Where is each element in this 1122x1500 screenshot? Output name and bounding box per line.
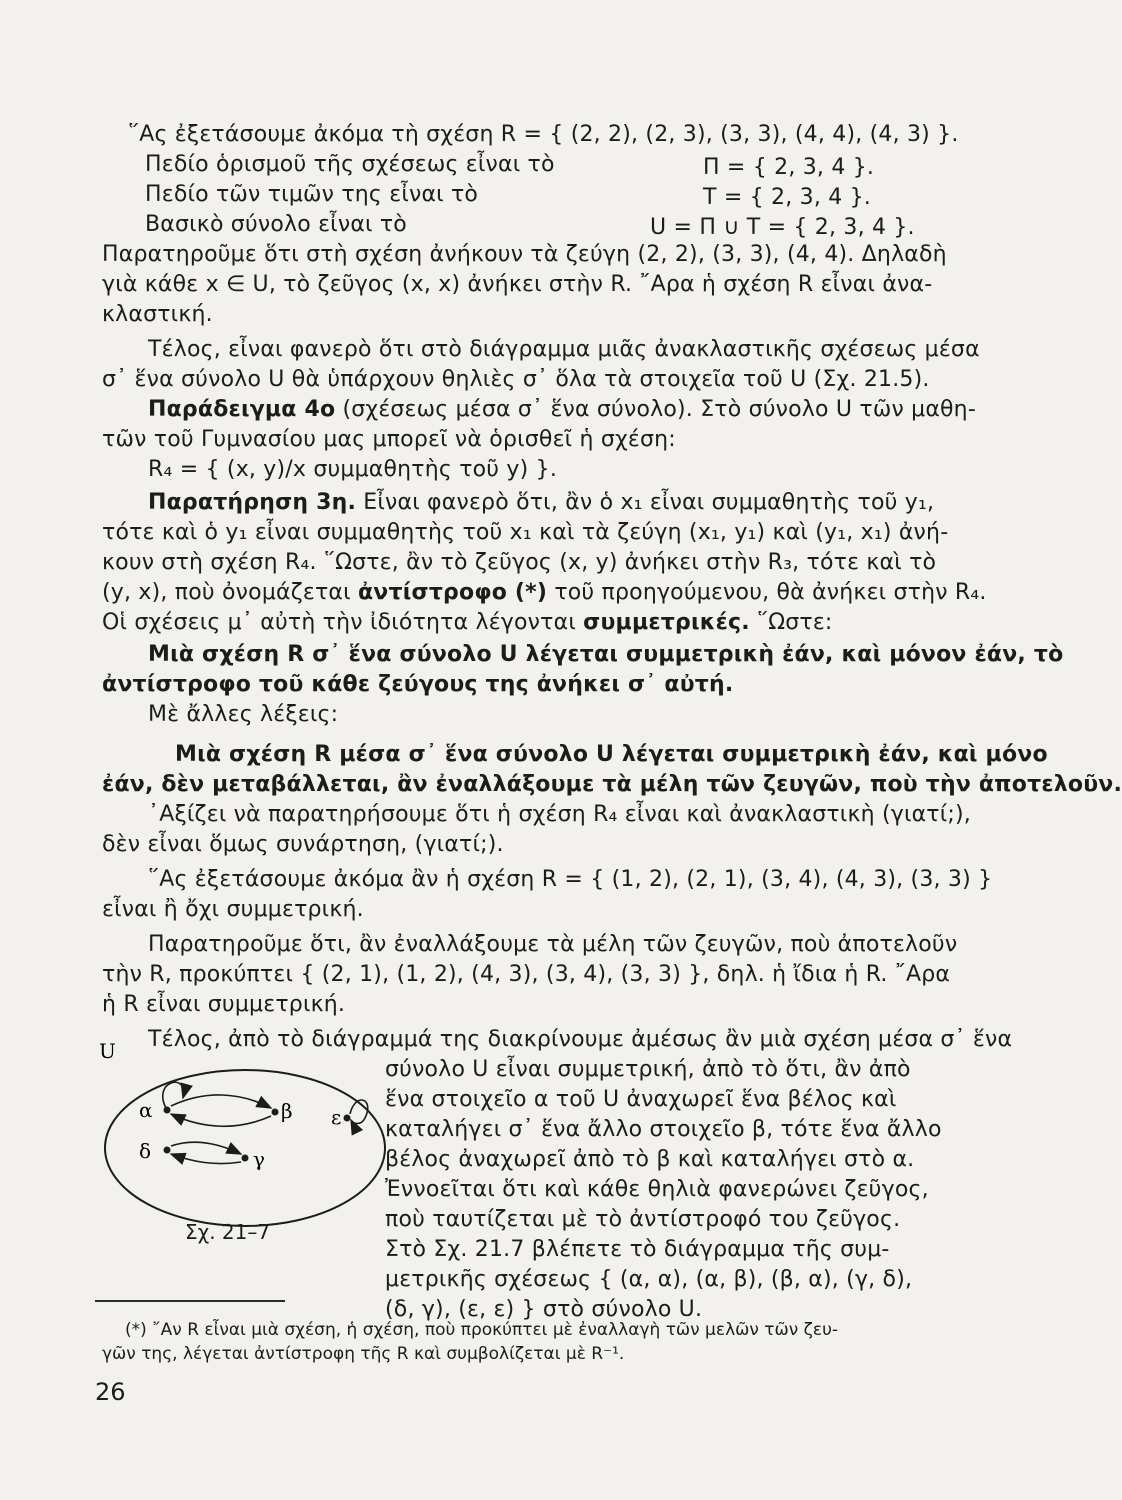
- label-alpha: α: [139, 1098, 153, 1122]
- text-line: κλαστική.: [102, 302, 213, 327]
- arrow-alpha-beta: [171, 1095, 271, 1108]
- text-line: τῶν τοῦ Γυμνασίου μας μπορεῖ νὰ ὁρισθεῖ ἡ σχέση:: [102, 427, 676, 452]
- text-line: U = Π ∪ Τ = { 2, 3, 4 }.: [650, 215, 915, 240]
- text-line: R₄ = { (x, y)/x συμμαθητὴς τοῦ y) }.: [148, 457, 558, 482]
- footnote-rule: [95, 1300, 285, 1302]
- text-line: Π = { 2, 3, 4 }.: [703, 155, 875, 180]
- set-label: U: [99, 1039, 116, 1063]
- page-number: 26: [95, 1378, 126, 1406]
- text-line: [148, 395, 976, 425]
- text-line: Παρατηροῦμε ὅτι, ἂν ἐναλλάξουμε τὰ μέλη τῶν ζευγῶν, ποὺ ἀποτελοῦν: [148, 932, 958, 957]
- text-line: εἶναι ἢ ὄχι συμμετρική.: [102, 897, 364, 922]
- text-line: καταλήγει σ᾽ ἕνα ἄλλο στοιχεῖο β, τότε ἕνα ἄλλο: [385, 1117, 942, 1142]
- text-line: Βασικὸ σύνολο εἶναι τὸ: [145, 212, 407, 237]
- text-span: (y, x), ποὺ ὀνομάζεται: [102, 580, 358, 605]
- example-heading: Παράδειγμα 4ο: [148, 397, 336, 422]
- text-line: σ᾽ ἕνα σύνολο U θὰ ὑπάρχουν θηλιὲς σ᾽ ὅλα τὰ στοιχεῖα τοῦ U (Σχ. 21.5).: [102, 367, 930, 392]
- loop-alpha: [163, 1082, 184, 1110]
- text-line: Ἐννοεῖται ὅτι καὶ κάθε θηλιὰ φανερώνει ζεῦγος,: [385, 1177, 929, 1202]
- text-line: [102, 608, 833, 638]
- definition-line: Μιὰ σχέση R μέσα σ᾽ ἕνα σύνολο U λέγεται συμμετρικὴ ἐάν, καὶ μόνο: [175, 742, 1048, 767]
- text-line: ἡ R εἶναι συμμετρική.: [102, 992, 346, 1017]
- text-line: Μὲ ἄλλες λέξεις:: [148, 702, 339, 727]
- text-line: [148, 488, 934, 518]
- text-span: τοῦ προηγούμενου, θὰ ἀνήκει στὴν R₄.: [547, 580, 987, 605]
- figure-caption: Σχ. 21–7: [185, 1220, 271, 1244]
- text-line: ᾽Αξίζει νὰ παρατηρήσουμε ὅτι ἡ σχέση R₄ εἶναι καὶ ἀνακλαστικὴ (γιατί;),: [148, 802, 971, 827]
- text-line: Τ = { 2, 3, 4 }.: [703, 185, 871, 210]
- text-span: Εἶναι φανερὸ ὅτι, ἂν ὁ x₁ εἶναι συμμαθητὴς τοῦ y₁,: [356, 490, 935, 515]
- emphasis: ἀντίστροφο (*): [357, 580, 548, 605]
- relation-diagram: [95, 1040, 395, 1240]
- emphasis: συμμετρικές.: [583, 610, 750, 635]
- text-line: ποὺ ταυτίζεται μὲ τὸ ἀντίστροφό του ζεῦγος.: [385, 1207, 901, 1232]
- label-beta: β: [281, 1099, 293, 1123]
- arrow-gamma-delta: [171, 1154, 241, 1164]
- footnote-line: γῶν της, λέγεται ἀντίστροφη τῆς R καὶ συμβολίζεται μὲ R⁻¹.: [102, 1344, 625, 1364]
- text-span: ῞Ωστε:: [749, 610, 833, 635]
- remark-heading: Παρατήρηση 3η.: [148, 490, 357, 515]
- definition-line: ἐάν, δὲν μεταβάλλεται, ἂν ἐναλλάξουμε τὰ μέλη τῶν ζευγῶν, ποὺ τὴν ἀποτελοῦν.: [102, 772, 1122, 797]
- text-line: σύνολο U εἶναι συμμετρική, ἀπὸ τὸ ὅτι, ἂν ἀπὸ: [385, 1057, 911, 1082]
- footnote-line: (*) ῎Αν R εἶναι μιὰ σχέση, ἡ σχέση, ποὺ προκύπτει μὲ ἐναλλαγὴ τῶν μελῶν τῶν ζευ-: [125, 1320, 839, 1340]
- text-span: Οἱ σχέσεις μ᾽ αὐτὴ τὴν ἰδιότητα λέγονται: [102, 610, 584, 635]
- text-line: δὲν εἶναι ὅμως συνάρτηση, (γιατί;).: [102, 832, 504, 857]
- point-gamma: [242, 1155, 249, 1162]
- text-line: κουν στὴ σχέση R₄. ῞Ωστε, ἂν τὸ ζεῦγος (x, y) ἀνήκει στὴν R₃, τότε καὶ τὸ: [102, 550, 937, 575]
- text-line: Παρατηροῦμε ὅτι στὴ σχέση ἀνήκουν τὰ ζεύγη (2, 2), (3, 3), (4, 4). Δηλαδὴ: [102, 242, 947, 267]
- text-line: ῞Ας ἐξετάσουμε ἀκόμα ἂν ἡ σχέση R = { (1, 2), (2, 1), (3, 4), (4, 3), (3, 3) }: [148, 867, 993, 892]
- text-line: [102, 578, 987, 608]
- text-line: μετρικῆς σχέσεως { (α, α), (α, β), (β, α), (γ, δ),: [385, 1267, 913, 1292]
- label-gamma: γ: [253, 1147, 265, 1171]
- text-line: γιὰ κάθε x ∈ U, τὸ ζεῦγος (x, x) ἀνήκει στὴν R. ῎Αρα ἡ σχέση R εἶναι ἀνα-: [102, 272, 933, 297]
- text-line: βέλος ἀναχωρεῖ ἀπὸ τὸ β καὶ καταλήγει στὸ α.: [385, 1147, 915, 1172]
- text-line: τὴν R, προκύπτει { (2, 1), (1, 2), (4, 3), (3, 4), (3, 3) }, δηλ. ἡ ἴδια ἡ R. ῎Αρα: [102, 962, 951, 987]
- text-line: ῞Ας ἐξετάσουμε ἀκόμα τὴ σχέση R = { (2, 2), (2, 3), (3, 3), (4, 4), (4, 3) }.: [128, 122, 959, 147]
- text-line: τότε καὶ ὁ y₁ εἶναι συμμαθητὴς τοῦ x₁ καὶ τὰ ζεύγη (x₁, y₁) καὶ (y₁, x₁) ἀνή-: [102, 520, 949, 545]
- point-delta: [164, 1147, 171, 1154]
- label-epsilon: ε: [331, 1105, 342, 1129]
- point-epsilon: [344, 1115, 351, 1122]
- arrow-beta-alpha: [171, 1114, 271, 1126]
- label-delta: δ: [139, 1139, 152, 1163]
- text-line: (δ, γ), (ε, ε) } στὸ σύνολο U.: [385, 1297, 703, 1322]
- text-line: Στὸ Σχ. 21.7 βλέπετε τὸ διάγραμμα τῆς συμ-: [385, 1237, 890, 1262]
- text-line: Πεδίο ὁρισμοῦ τῆς σχέσεως εἶναι τὸ: [145, 152, 555, 177]
- text-line: Πεδίο τῶν τιμῶν της εἶναι τὸ: [145, 182, 479, 207]
- point-beta: [272, 1109, 279, 1116]
- text-line: ἕνα στοιχεῖο α τοῦ U ἀναχωρεῖ ἕνα βέλος καὶ: [385, 1087, 897, 1112]
- definition-line: ἀντίστροφο τοῦ κάθε ζεύγους της ἀνήκει σ᾽ αὐτή.: [102, 672, 734, 697]
- text-span: (σχέσεως μέσα σ᾽ ἕνα σύνολο). Στὸ σύνολο U τῶν μαθη-: [335, 397, 976, 422]
- arrow-delta-gamma: [171, 1142, 241, 1154]
- text-line: Τέλος, ἀπὸ τὸ διάγραμμά της διακρίνουμε ἀμέσως ἂν μιὰ σχέση μέσα σ᾽ ἕνα: [148, 1027, 1013, 1052]
- definition-line: Μιὰ σχέση R σ᾽ ἕνα σύνολο U λέγεται συμμετρικὴ ἐάν, καὶ μόνον ἐάν, τὸ: [148, 642, 1064, 667]
- text-line: Τέλος, εἶναι φανερὸ ὅτι στὸ διάγραμμα μιᾶς ἀνακλαστικῆς σχέσεως μέσα: [148, 337, 980, 362]
